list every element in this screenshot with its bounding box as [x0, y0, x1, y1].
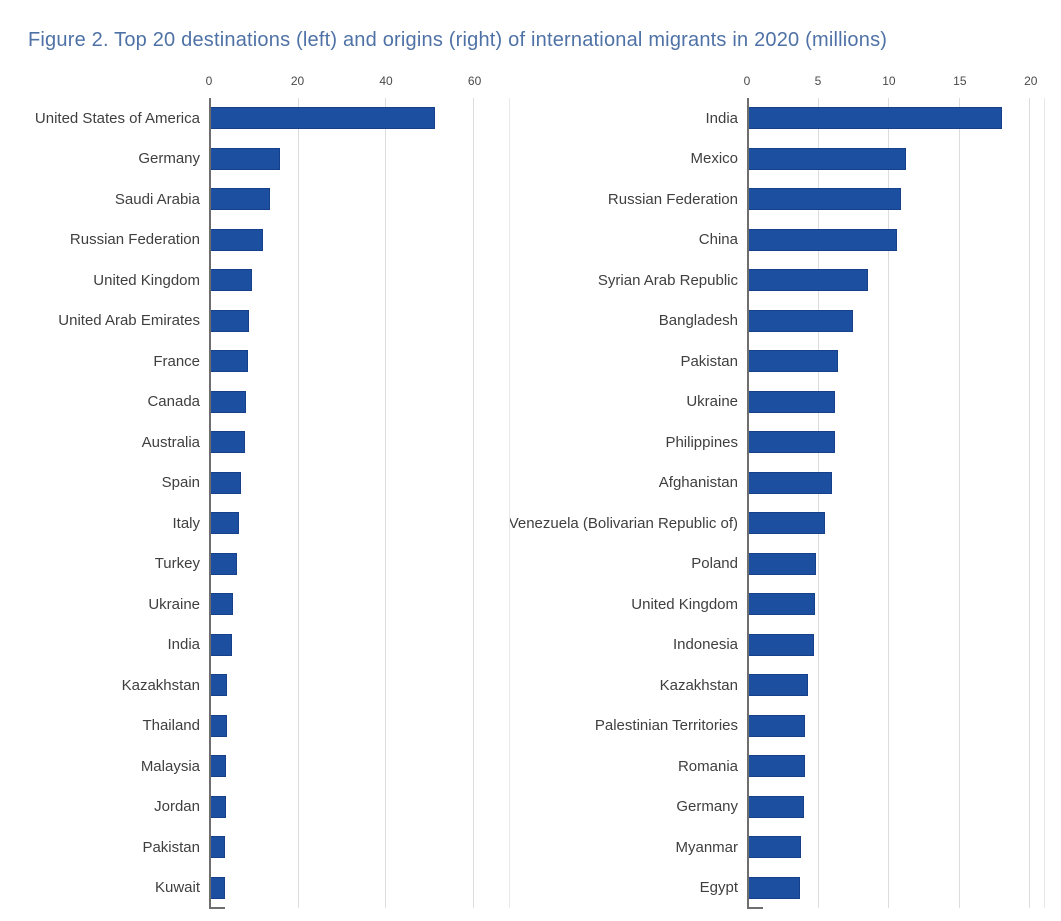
- category-label: Philippines: [665, 433, 738, 451]
- bar-row: [749, 584, 1044, 625]
- bar: [211, 350, 248, 372]
- bar: [211, 593, 233, 615]
- axis-spacer: [6, 54, 209, 98]
- category-label: United States of America: [34, 109, 200, 127]
- bar-row: [211, 868, 509, 909]
- bar: [211, 431, 245, 453]
- bar-row: [749, 260, 1044, 301]
- destinations-chart: [6, 54, 510, 908]
- category-label: Syrian Arab Republic: [597, 271, 738, 289]
- bar: [749, 593, 815, 615]
- charts-row: [0, 54, 1061, 908]
- category-label: China: [698, 231, 738, 249]
- bar-row: [749, 868, 1044, 909]
- bar-row: [211, 746, 509, 787]
- bar: [749, 715, 805, 737]
- bar-row: [211, 787, 509, 828]
- category-label: Germany: [676, 798, 738, 816]
- bar: [211, 796, 226, 818]
- category-label: Bangladesh: [658, 312, 738, 330]
- category-label: Malaysia: [140, 757, 200, 775]
- bar: [749, 391, 835, 413]
- bar: [749, 188, 901, 210]
- bar-row: [749, 625, 1044, 666]
- category-label: Ukraine: [686, 393, 738, 411]
- bar-row: [749, 544, 1044, 585]
- bar: [749, 674, 808, 696]
- bar: [211, 107, 435, 129]
- bar: [749, 107, 1002, 129]
- figure-title: Figure 2. Top 20 destinations (left) and origins (right) of international migrants in 2020 (millions): [28, 29, 888, 51]
- bar-row: [749, 341, 1044, 382]
- destinations-axis: [6, 54, 510, 98]
- bar: [211, 472, 241, 494]
- bar: [211, 634, 232, 656]
- bar-row: [211, 301, 509, 342]
- category-label: Mexico: [690, 150, 738, 168]
- x-axis-tick-label: 40: [379, 74, 393, 88]
- x-axis-tick-label: 5: [814, 74, 822, 88]
- bar-row: [211, 260, 509, 301]
- origins-chart-body: [508, 98, 1045, 908]
- category-label: Venezuela (Bolivarian Republic of): [508, 514, 738, 532]
- category-label: France: [153, 352, 200, 370]
- bar-row: [211, 665, 509, 706]
- category-label: Italy: [172, 514, 200, 532]
- bar-row: [211, 179, 509, 220]
- bar-row: [749, 220, 1044, 261]
- category-label: Australia: [141, 433, 200, 451]
- category-label: Afghanistan: [658, 474, 738, 492]
- bar: [749, 796, 804, 818]
- bar-row: [211, 544, 509, 585]
- category-label: Kazakhstan: [659, 676, 738, 694]
- bar-row: [749, 746, 1044, 787]
- axis-spacer: [536, 54, 747, 98]
- bar: [749, 269, 868, 291]
- category-label: Indonesia: [672, 636, 738, 654]
- bar-row: [211, 139, 509, 180]
- category-label: Spain: [161, 474, 200, 492]
- bar: [749, 634, 814, 656]
- category-label: Egypt: [699, 879, 738, 897]
- category-label: Germany: [138, 150, 200, 168]
- category-label: Kuwait: [154, 879, 200, 897]
- bar-row: [749, 422, 1044, 463]
- x-axis-tick-label: 10: [882, 74, 896, 88]
- bar: [749, 553, 816, 575]
- bar: [749, 229, 897, 251]
- x-axis-tick-label: 20: [1024, 74, 1038, 88]
- bar-row: [749, 827, 1044, 868]
- bar: [749, 836, 801, 858]
- bar: [211, 836, 225, 858]
- origins-chart: [508, 54, 1045, 908]
- x-axis-tick-label: 60: [467, 74, 482, 88]
- x-axis-tick-labels: [743, 54, 1045, 98]
- category-label: Russian Federation: [607, 190, 738, 208]
- bar: [211, 553, 237, 575]
- bar-row: [211, 220, 509, 261]
- category-label: United Arab Emirates: [58, 312, 200, 330]
- x-axis-tick-label: 0: [205, 74, 213, 88]
- x-axis-tick-label: 15: [953, 74, 967, 88]
- category-label: United Kingdom: [631, 595, 738, 613]
- bar: [211, 229, 263, 251]
- x-axis-tick-labels: [205, 54, 510, 98]
- bar-row: [749, 301, 1044, 342]
- bar: [749, 472, 832, 494]
- bar-row: [211, 584, 509, 625]
- bar-row: [749, 382, 1044, 423]
- category-label: Saudi Arabia: [114, 190, 200, 208]
- origins-axis: [536, 54, 1045, 98]
- bar-row: [211, 341, 509, 382]
- category-label: Ukraine: [148, 595, 200, 613]
- category-label: Romania: [677, 757, 738, 775]
- bar: [211, 715, 227, 737]
- bar: [749, 350, 838, 372]
- plot-area: [747, 98, 1045, 908]
- destinations-chart-body: [6, 98, 510, 908]
- x-axis-tick-label: 0: [743, 74, 751, 88]
- category-label: Pakistan: [680, 352, 738, 370]
- bar-row: [749, 706, 1044, 747]
- category-label: Turkey: [154, 555, 200, 573]
- category-label: Jordan: [154, 798, 200, 816]
- plot-area: [209, 98, 510, 908]
- category-label: Thailand: [142, 717, 200, 735]
- bar: [749, 310, 853, 332]
- category-label: Poland: [691, 555, 738, 573]
- bar: [211, 877, 225, 899]
- bar: [211, 512, 239, 534]
- bar-row: [211, 422, 509, 463]
- category-label: Myanmar: [675, 838, 738, 856]
- category-label: United Kingdom: [93, 271, 200, 289]
- bar-row: [211, 706, 509, 747]
- bar: [211, 310, 249, 332]
- bar: [749, 755, 805, 777]
- bar: [211, 148, 280, 170]
- bar-row: [749, 503, 1044, 544]
- bar: [749, 877, 800, 899]
- bar: [211, 269, 252, 291]
- bar: [211, 674, 227, 696]
- category-label: Palestinian Territories: [594, 717, 738, 735]
- category-label: Canada: [147, 393, 200, 411]
- bar-row: [211, 625, 509, 666]
- bar-row: [749, 139, 1044, 180]
- bar-row: [749, 463, 1044, 504]
- category-labels: [6, 98, 209, 908]
- x-axis-tick-label: 20: [290, 74, 305, 88]
- bar-row: [211, 463, 509, 504]
- bar-row: [211, 382, 509, 423]
- bar-row: [211, 503, 509, 544]
- bar: [211, 755, 226, 777]
- bar-row: [211, 827, 509, 868]
- bar-row: [749, 98, 1044, 139]
- category-label: Kazakhstan: [121, 676, 200, 694]
- bar: [749, 148, 906, 170]
- bar: [749, 431, 835, 453]
- bar-row: [211, 98, 509, 139]
- category-label: Russian Federation: [69, 231, 200, 249]
- bar-row: [749, 787, 1044, 828]
- bar-row: [749, 665, 1044, 706]
- bar: [749, 512, 825, 534]
- category-label: India: [705, 109, 738, 127]
- bar: [211, 391, 246, 413]
- bar-row: [749, 179, 1044, 220]
- bar: [211, 188, 270, 210]
- category-label: Pakistan: [142, 838, 200, 856]
- category-labels: [508, 98, 747, 908]
- category-label: India: [167, 636, 200, 654]
